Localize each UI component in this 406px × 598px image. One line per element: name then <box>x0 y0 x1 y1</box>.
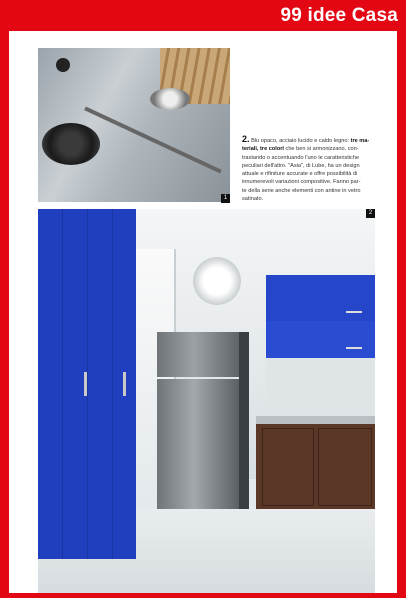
caption-line: innumerevoli variazioni compositive. Fanno par- <box>242 179 361 186</box>
sink-drain <box>150 88 190 110</box>
caption-line: te della serie anche elementi con antine in vetro <box>242 187 361 194</box>
photo-kitchen <box>38 209 375 593</box>
stove-knob <box>56 58 70 72</box>
fridge-side <box>239 332 249 517</box>
fridge-door <box>157 379 239 517</box>
caption-line: Blu opaco, acciaio lucido e caldo legno: <box>251 138 351 144</box>
wall-clock-icon <box>193 257 241 305</box>
photo-number-badge: 1 <box>221 194 230 203</box>
cabinet-handle <box>123 372 126 396</box>
wooden-base-cabinet <box>256 424 375 510</box>
caption-line: satinato. <box>242 196 264 203</box>
cabinet-handle <box>84 372 87 396</box>
header-bar <box>0 0 406 30</box>
caption-line: peculiari dell'altro. "Asia", di Lube, ha un design <box>242 162 360 169</box>
open-shelf <box>266 358 375 412</box>
countertop <box>256 416 375 424</box>
blue-wall-cabinet-lower <box>266 321 375 358</box>
caption-number: 2. <box>242 134 250 144</box>
blue-tall-cabinet <box>38 209 136 559</box>
photo-stove <box>38 48 230 202</box>
photo-number-badge: 2 <box>366 209 375 218</box>
caption-line: trastando o accentuando l'uno le caratteristiche <box>242 154 360 161</box>
caption-line: attuale e rifiniture accurate e offre possibilità di <box>242 171 358 178</box>
caption-bold: teriali, tre colori <box>242 146 284 153</box>
caption-line: che ben si armonizzano, con- <box>283 146 359 153</box>
gas-burner <box>42 123 100 165</box>
magazine-title: 99 idee Casa <box>280 5 398 26</box>
blue-wall-cabinet <box>266 275 375 321</box>
caption-text <box>242 135 372 203</box>
magazine-page <box>9 31 397 593</box>
steel-rail <box>84 106 222 173</box>
fridge-freezer <box>157 332 239 377</box>
caption-bold: tre ma- <box>350 138 370 144</box>
